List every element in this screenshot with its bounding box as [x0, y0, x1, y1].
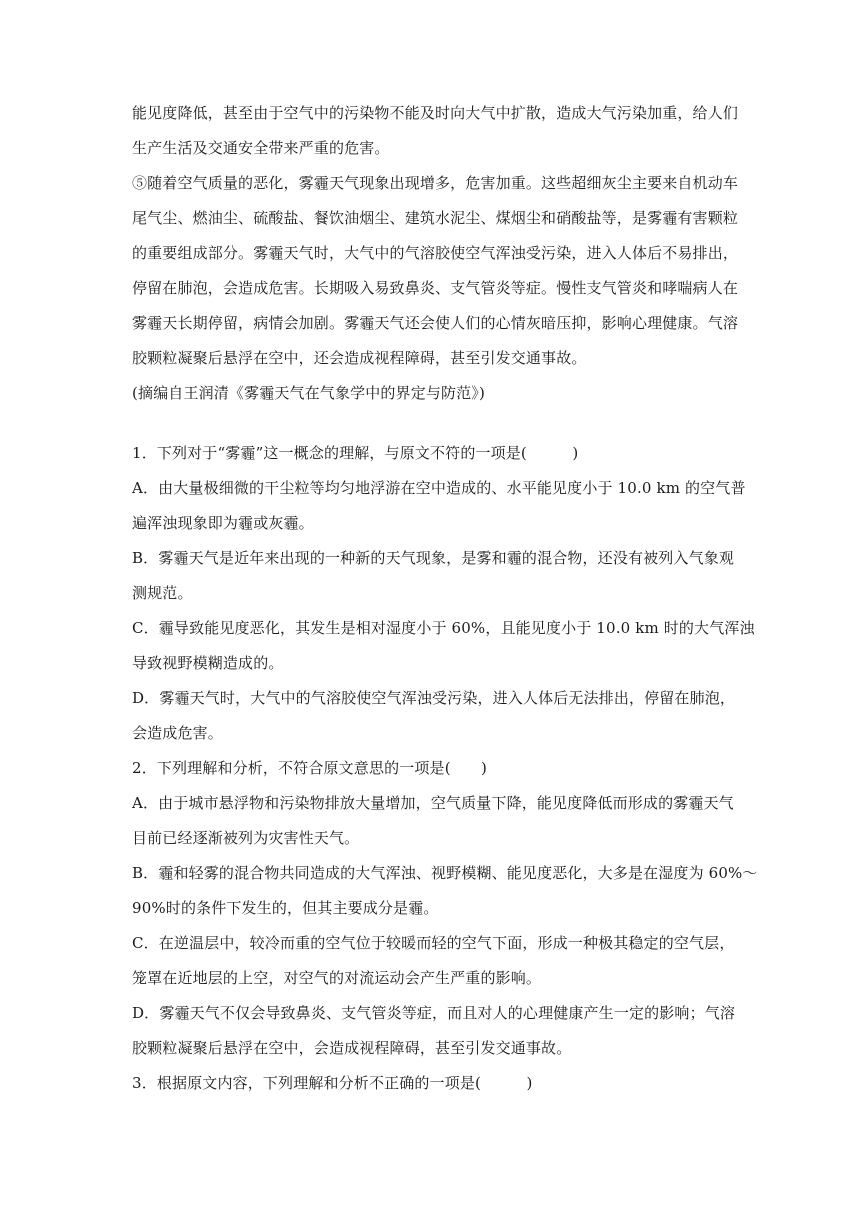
question-1-option-d: 会造成危害。 [132, 724, 223, 742]
questions [132, 444, 758, 1092]
question-2-option-a: 目前已经逐渐被列为灾害性天气。 [132, 829, 360, 847]
passage-line: 生产生活及交通安全带来严重的危害。 [132, 139, 390, 157]
question-1-option-a: 遍浑浊现象即为霾或灰霾。 [132, 514, 314, 532]
passage-line: 的重要组成部分。雾霾天气时，大气中的气溶胶使空气浑浊受污染，进入人体后不易排出， [132, 244, 739, 262]
passage-line: ⑤随着空气质量的恶化，雾霾天气现象出现增多，危害加重。这些超细灰尘主要来自机动车 [132, 174, 739, 192]
question-2-option-c: 笼罩在近地层的上空，对空气的对流运动会产生严重的影响。 [132, 969, 542, 987]
question-1-option-d: D．雾霾天气时，大气中的气溶胶使空气浑浊受污染，进入人体后无法排出，停留在肺泡， [132, 689, 736, 707]
source-citation: (摘编自王润清《雾霾天气在气象学中的界定与防范》) [132, 384, 485, 402]
question-1-stem: 1．下列对于“雾霾”这一概念的理解，与原文不符的一项是( ) [132, 444, 579, 462]
passage-line: 雾霾天长期停留，病情会加剧。雾霾天气还会使人们的心情灰暗压抑，影响心理健康。气溶 [132, 314, 739, 332]
question-1-option-c: C．霾导致能见度恶化，其发生是相对湿度小于 60%，且能见度小于 10.0 km 时的大气浑浊 [132, 619, 755, 637]
passage-line: 能见度降低，甚至由于空气中的污染物不能及时向大气中扩散，造成大气污染加重，给人们 [132, 104, 739, 122]
question-2-option-d: D．雾霾天气不仅会导致鼻炎、支气管炎等症，而且对人的心理健康产生一定的影响；气溶 [132, 1004, 736, 1022]
question-1-option-a: A．由大量极细微的干尘粒等均匀地浮游在空中造成的、水平能见度小于 10.0 km 的空气普 [132, 479, 746, 497]
passage-line: 停留在肺泡，会造成危害。长期吸入易致鼻炎、支气管炎等症。慢性支气管炎和哮喘病人在 [132, 279, 739, 297]
question-1-option-b: 测规范。 [132, 584, 193, 602]
question-3-stem: 3．根据原文内容，下列理解和分析不正确的一项是( ) [132, 1074, 533, 1092]
question-1-option-b: B．雾霾天气是近年来出现的一种新的天气现象，是雾和霾的混合物，还没有被列入气象观 [132, 549, 735, 567]
passage [132, 104, 739, 402]
question-2-option-b: B．霾和轻雾的混合物共同造成的大气浑浊、视野模糊、能见度恶化，大多是在湿度为 60%～ [132, 864, 758, 882]
question-2-option-c: C．在逆温层中，较冷而重的空气位于较暖而轻的空气下面，形成一种极其稳定的空气层， [132, 934, 735, 952]
question-2-option-d: 胶颗粒凝聚后悬浮在空中，会造成视程障碍，甚至引发交通事故。 [132, 1039, 572, 1057]
question-2-stem: 2．下列理解和分析，不符合原文意思的一项是( ) [132, 759, 487, 777]
passage-line: 胶颗粒凝聚后悬浮在空中，还会造成视程障碍，甚至引发交通事故。 [132, 349, 587, 367]
question-2-option-a: A．由于城市悬浮物和污染物排放大量增加，空气质量下降，能见度降低而形成的雾霾天气 [132, 794, 734, 812]
document-page [132, 104, 758, 1109]
question-1-option-c: 导致视野模糊造成的。 [132, 654, 284, 672]
passage-line: 尾气尘、燃油尘、硫酸盐、餐饮油烟尘、建筑水泥尘、煤烟尘和硝酸盐等，是雾霾有害颗粒 [132, 209, 739, 227]
question-2-option-b: 90%时的条件下发生的，但其主要成分是霾。 [132, 899, 439, 917]
